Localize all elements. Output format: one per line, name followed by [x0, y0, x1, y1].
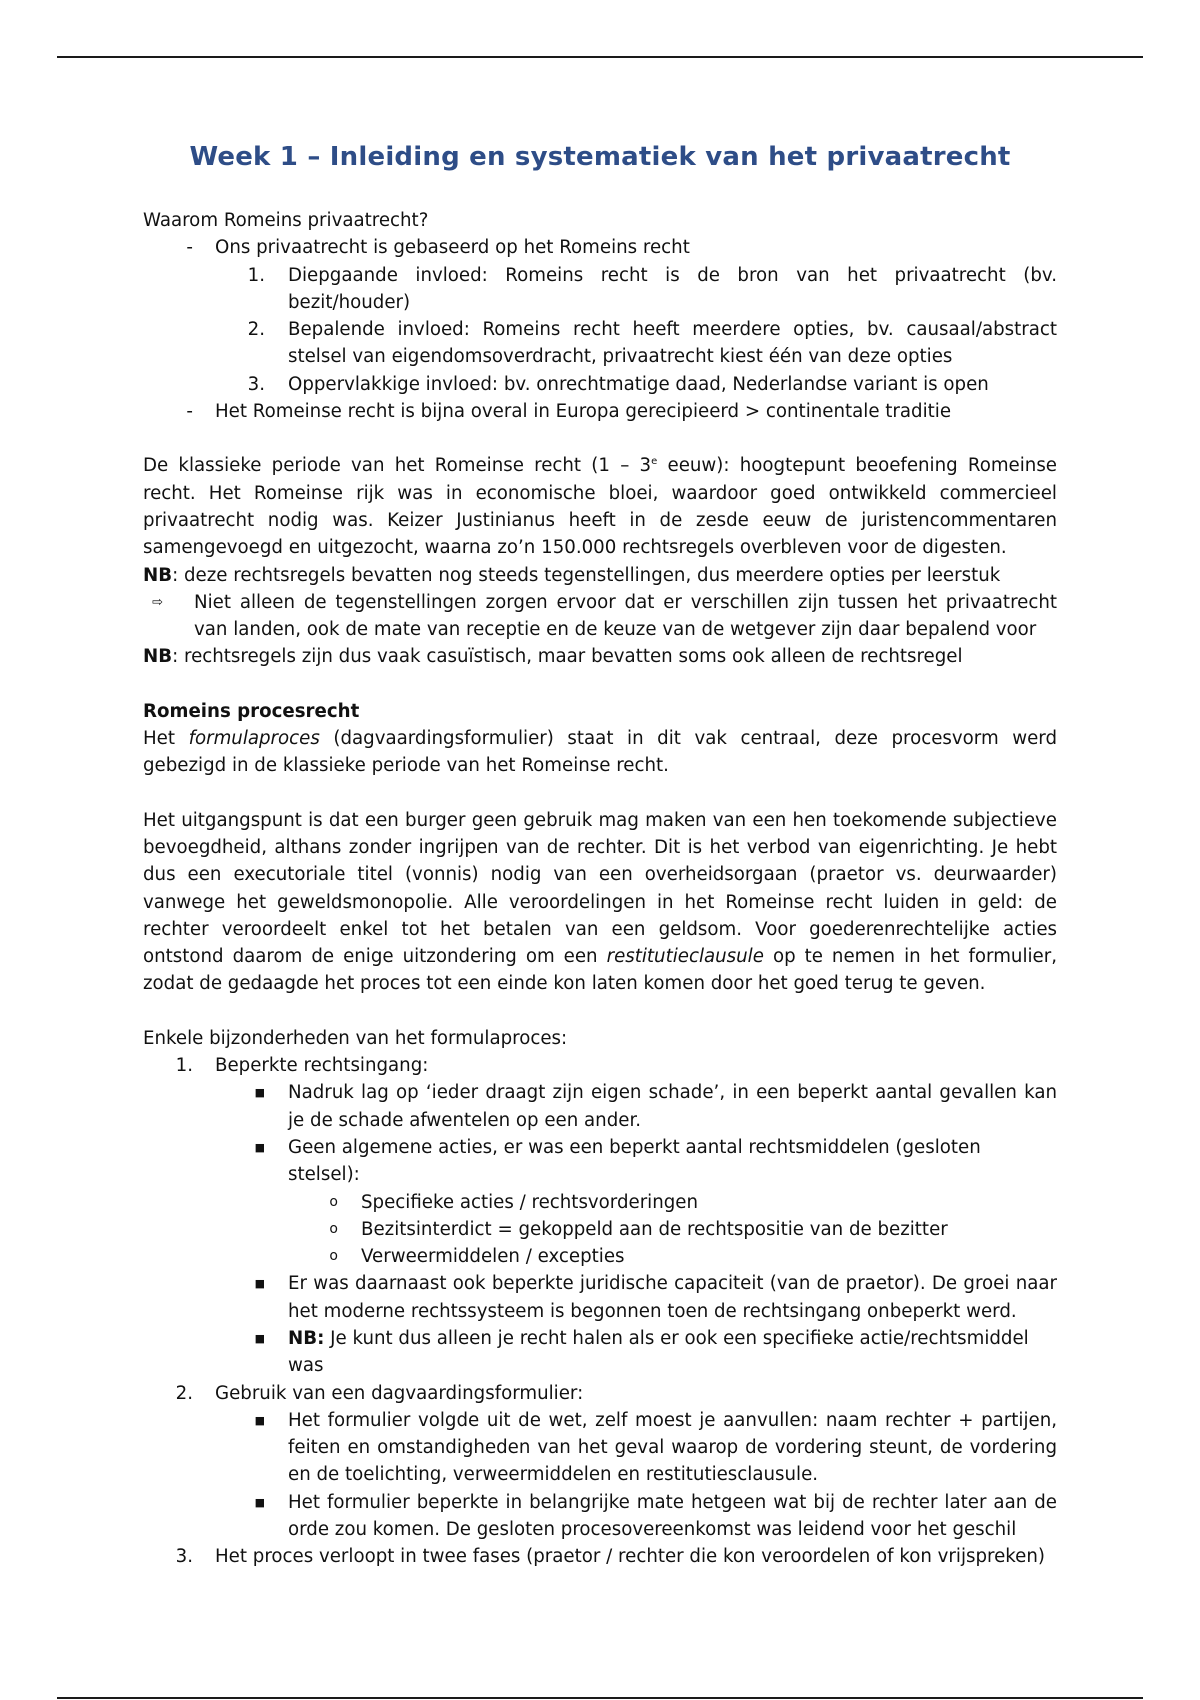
square-bullet-icon: ■ [254, 1331, 265, 1345]
list-item: o Specifieke acties / rechtsvorderingen [143, 1189, 1057, 1216]
header-rule [57, 56, 1143, 58]
square-bullet-icon: ■ [254, 1495, 265, 1509]
section-heading: Romeins procesrecht [143, 700, 360, 722]
formulaproces-paragraph: Het formulaproces (dagvaardingsformulier) staat in dit vak centraal, deze procesvorm werd gebezigd in de klassieke periode van het Romeinse recht. [143, 728, 1057, 777]
intro-question: Waarom Romeins privaatrecht? [143, 210, 429, 231]
circle-bullet-icon: o [329, 1193, 338, 1210]
number-marker: 3. [247, 373, 265, 395]
nb-note: NB: deze rechtsregels bevatten nog steeds tegenstellingen, dus meerdere opties per leerstuk [143, 564, 1001, 586]
list-item: ■ Het formulier volgde uit de wet, zelf moest je aanvullen: naam rechter + partijen, feiten en omstandigheden van het geval waarop de vordering steunt, de vordering en de toelichting, verweermiddelen en restitutiesclausule. [143, 1407, 1057, 1489]
list-item: o Bezitsinterdict = gekoppeld aan de rechtspositie van de bezitter [143, 1216, 1057, 1243]
nb-note: NB: rechtsregels zijn dus vaak casuïstisch, maar bevatten soms ook alleen de rechtsregel [143, 646, 963, 668]
number-marker: 3. [175, 1546, 193, 1568]
list-item: ■ NB: Je kunt dus alleen je recht halen als er ook een specifieke actie/rechtsmiddel was [143, 1325, 1057, 1380]
dash-marker: - [186, 401, 193, 423]
eigenrichting-paragraph: Het uitgangspunt is dat een burger geen gebruik mag maken van een hen toekomende subjectieve bevoegdheid, althans zonder ingrijpen van de rechter. Dit is het verbod van eigenrichting. Je hebt dus een executoriale titel (vonnis) nodig van een overheidsorgaan (praetor vs. deurwaarder) vanwege het geweldsmonopolie. Alle veroordelingen in het Romeinse recht luiden in geld: de rechter veroordeelt enkel tot het betalen van een geldsom. Voor goederenrechtelijke acties ontstond daarom de enige uitzondering om een restitutieclausule op te nemen in het formulier, zodat de gedaagde het proces tot een einde kon laten komen door het goed terug te geven. [143, 809, 1057, 995]
classic-period-paragraph: De klassieke periode van het Romeinse recht (1 – 3e eeuw): hoogtepunt beoefening Romeinse recht. Het Romeinse rijk was in economische bloei, waardoor goed ontwikkeld commercieel privaatrecht nodig was. Keizer Justinianus heeft in de zesde eeuw de juristencommentaren samengevoegd en uitgezocht, waarna zo’n 150.000 rechtsregels overbleven voor de digesten. [143, 455, 1057, 559]
square-bullet-icon: ■ [254, 1413, 265, 1427]
list-item: 3. Het proces verloopt in twee fases (praetor / rechter die kon veroordelen of kon vrijspreken) [143, 1543, 1057, 1570]
list-item: ■ Geen algemene acties, er was een beperkt aantal rechtsmiddelen (gesloten stelsel): [143, 1134, 1057, 1189]
document-body [143, 207, 1057, 1571]
square-bullet-icon: ■ [254, 1277, 265, 1291]
list-item: 1. Diepgaande invloed: Romeins recht is de bron van het privaatrecht (bv. bezit/houder) [143, 262, 1057, 317]
arrow-icon: ⇨ [152, 594, 163, 610]
list-item: ■ Er was daarnaast ook beperkte juridische capaciteit (van de praetor). De groei naar het moderne rechtssysteem is begonnen toen de rechtsingang onbeperkt werd. [143, 1270, 1057, 1325]
list-item: ■ Nadruk lag op ‘ieder draagt zijn eigen schade’, in een beperkt aantal gevallen kan je de schade afwentelen op een ander. [143, 1079, 1057, 1134]
list-item: 2. Gebruik van een dagvaardingsformulier: [143, 1380, 1057, 1407]
footer-rule [57, 1697, 1143, 1699]
circle-bullet-icon: o [329, 1248, 338, 1265]
page-title: Week 1 – Inleiding en systematiek van het privaatrecht [189, 142, 1011, 172]
square-bullet-icon: ■ [254, 1140, 265, 1154]
list-item: - Het Romeinse recht is bijna overal in Europa gerecipieerd > continentale traditie [143, 398, 1057, 425]
list-item: ■ Het formulier beperkte in belangrijke mate hetgeen wat bij de rechter later aan de orde zou komen. De gesloten procesovereenkomst was leidend voor het geschil [143, 1489, 1057, 1544]
dash-marker: - [186, 237, 193, 259]
list-item: 2. Bepalende invloed: Romeins recht heeft meerdere opties, bv. causaal/abstract stelsel van eigendomsoverdracht, privaatrecht kiest één van deze opties [143, 316, 1057, 371]
circle-bullet-icon: o [329, 1220, 338, 1237]
number-marker: 2. [247, 319, 265, 341]
number-marker: 1. [175, 1055, 193, 1077]
list-item: ⇨ Niet alleen de tegenstellingen zorgen ervoor dat er verschillen zijn tussen het privaatrecht van landen, ook de mate van receptie en de keuze van de wetgever zijn daar bepalend voor [143, 589, 1057, 644]
number-marker: 2. [175, 1382, 193, 1404]
bijzonderheden-intro: Enkele bijzonderheden van het formulaproces: [143, 1027, 568, 1049]
list-item: o Verweermiddelen / excepties [143, 1243, 1057, 1270]
list-item: 3. Oppervlakkige invloed: bv. onrechtmatige daad, Nederlandse variant is open [143, 371, 1057, 398]
list-item: 1. Beperkte rechtsingang: [143, 1052, 1057, 1079]
square-bullet-icon: ■ [254, 1086, 265, 1100]
list-item: - Ons privaatrecht is gebaseerd op het Romeins recht [143, 234, 1057, 261]
number-marker: 1. [247, 264, 265, 286]
